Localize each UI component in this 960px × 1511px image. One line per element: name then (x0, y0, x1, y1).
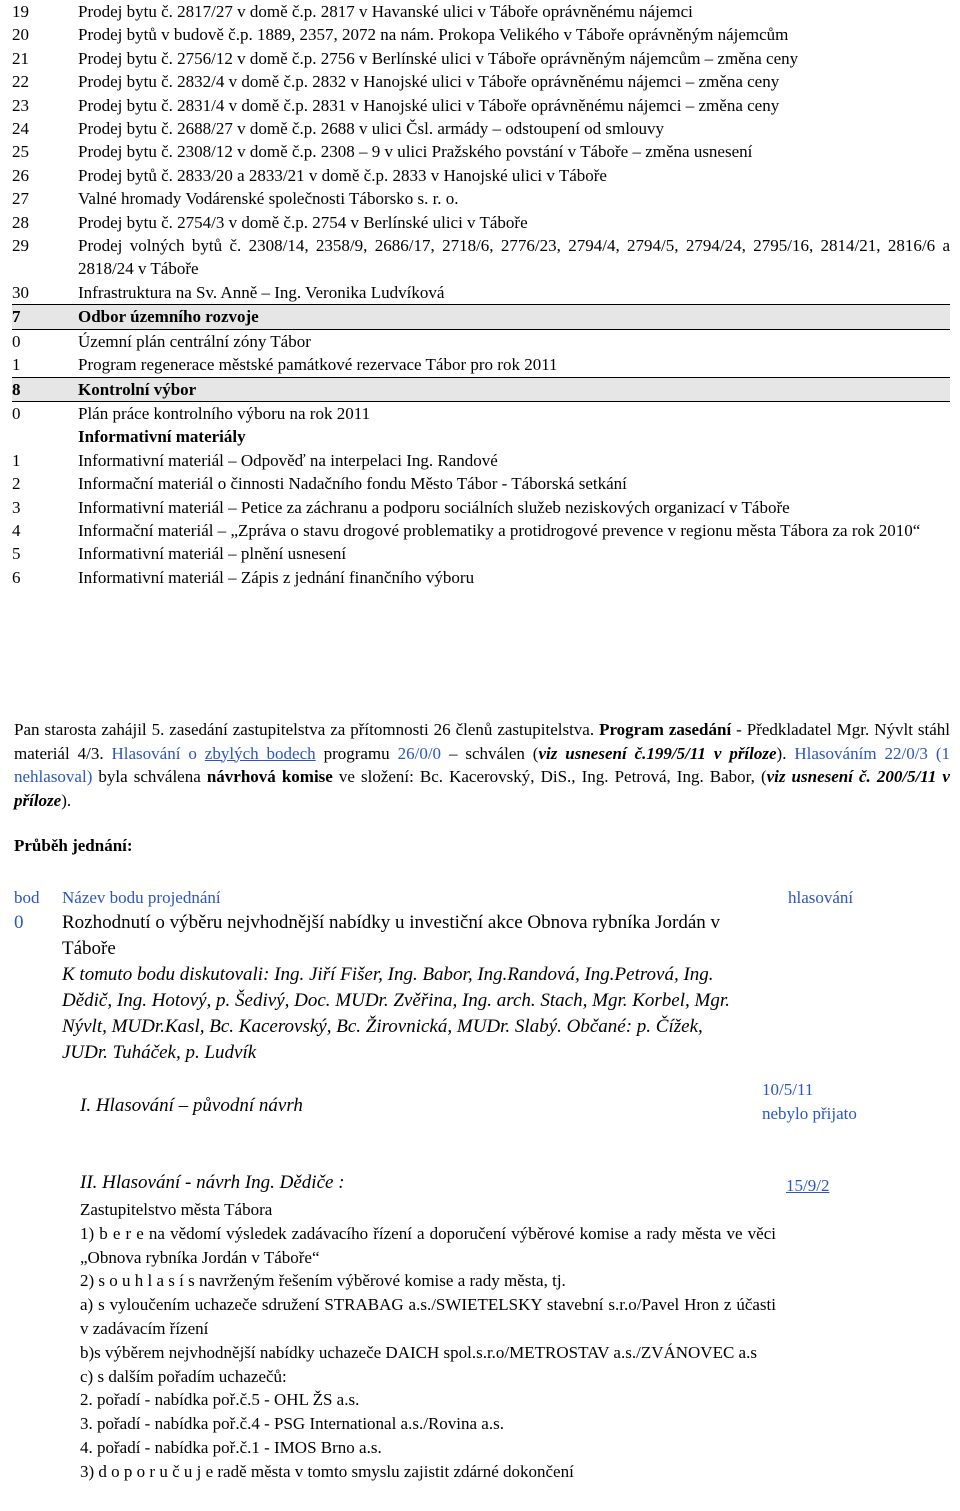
agenda-number (12, 425, 78, 448)
agenda-text: Informativní materiál – plnění usnesení (78, 544, 347, 564)
agenda-number: 0 (12, 403, 21, 423)
vote-result: 26/0/0 (397, 743, 442, 763)
resolution-reference: viz usnesení č.199/5/11 v příloze (538, 743, 777, 763)
agenda-number: 24 (12, 119, 29, 139)
agenda-section-header (12, 377, 950, 402)
agenda-text: Informační materiál o činnosti Nadačního fondu Město Tábor - Táborská setkání (78, 474, 627, 494)
agenda-row (12, 402, 950, 425)
intro-text: ). (61, 790, 72, 810)
commission-label: návrhová komise (206, 767, 333, 787)
agenda-row (12, 117, 950, 140)
agenda-number: 20 (12, 25, 29, 45)
agenda-text: Informační materiál – „Zpráva o stavu drogové problematiky a protidrogové prevence v regionu města Tábora za rok 2010“ (78, 520, 921, 540)
agenda-text: Prodej volných bytů č. 2308/14, 2358/9, 2686/17, 2718/6, 2776/23, 2794/4, 2794/5, 2794/24, 2795/16, 2814/21, 2816/6 a 2818/24 v Táboře (78, 236, 950, 279)
vote-outcome: nebylo přijato (762, 1104, 857, 1123)
agenda-row (12, 353, 950, 376)
item-number: 0 (14, 912, 24, 933)
intro-paragraph (14, 718, 950, 812)
agenda-number: 1 (12, 450, 21, 470)
agenda-text: Plán práce kontrolního výboru na rok 2011 (78, 403, 371, 423)
agenda-section-header (12, 304, 950, 329)
agenda-number: 28 (12, 212, 29, 232)
agenda-section-header (12, 425, 950, 448)
agenda-number: 21 (12, 48, 29, 68)
agenda-row (12, 566, 950, 589)
agenda-text: Informativní materiál – Zápis z jednání finančního výboru (78, 567, 475, 587)
agenda-row (12, 496, 950, 519)
agenda-number: 23 (12, 95, 29, 115)
resolution-reference: viz usnesení č. 200/5/11 v příloze (14, 767, 950, 810)
agenda-number: 26 (12, 165, 29, 185)
agenda-text: Prodej bytu č. 2308/12 v domě č.p. 2308 – 9 v ulici Pražského povstání v Táboře – změna usnesení (78, 142, 753, 162)
intro-text: ve složení: Bc. Kacerovský, DiS., Ing. Petrová, Ing. Babor, ( (332, 767, 767, 787)
resolution-line: 3) d o p o r u č u j e radě města v tomto smyslu zajistit zdárné dokončení (80, 1461, 574, 1481)
vote-count[interactable]: 15/9/2 (786, 1176, 830, 1195)
agenda-text: Kontrolní výbor (78, 379, 197, 399)
resolution-line: a) s vyloučením uchazeče sdružení STRABAG a.s./SWIETELSKY stavební s.r.o/Pavel Hron z účasti v zadávacím řízení (80, 1295, 776, 1338)
agenda-number: 19 (12, 2, 29, 21)
vote-result: Hlasováním 22/0/3 (1 nehlasoval) (14, 743, 951, 787)
intro-text: ). (776, 743, 795, 763)
agenda-number: 6 (12, 567, 21, 587)
agenda-number: 2 (12, 474, 21, 494)
agenda-text: Prodej bytu č. 2688/27 v domě č.p. 2688 v ulici Čsl. armády – odstoupení od smlouvy (78, 119, 664, 139)
agenda-row (12, 330, 950, 353)
vote-label: I. Hlasování – původní návrh (80, 1095, 303, 1116)
intro-text: – schválen ( (441, 743, 539, 763)
agenda-row (12, 472, 950, 495)
agenda-number: 7 (12, 307, 21, 327)
agenda-number: 22 (12, 72, 29, 92)
intro-text: byla schválena (92, 767, 207, 787)
resolution-line: Zastupitelstvo města Tábora (80, 1200, 273, 1219)
resolution-line: 4. pořadí - nabídka poř.č.1 - IMOS Brno a.s. (80, 1437, 382, 1457)
item-discussion: K tomuto bodu diskutovali: Ing. Jiří Fišer, Ing. Babor, Ing.Randová, Ing.Petrová, Ing. Dědič, Ing. Hotový, p. Šedivý, Doc. MUDr. Zvěřina, Ing. arch. Stach, Mgr. Korbel, Mgr. Nývlt, MUDr.Kasl, Bc. Kacerovský, Bc. Žirovnická, MUDr. Slabý. Občané: p. Čížek, JUDr. Tuháček, p. Ludvík (62, 964, 730, 1063)
agenda-row (12, 542, 950, 565)
agenda-row (12, 47, 950, 70)
agenda-text: Prodej bytu č. 2831/4 v domě č.p. 2831 v Hanojské ulici v Táboře oprávněnému nájemci – změna ceny (78, 95, 780, 115)
agenda-number: 29 (12, 236, 29, 256)
vote-link[interactable]: zbylých bodech (204, 743, 316, 763)
agenda-text: Prodej bytu č. 2754/3 v domě č.p. 2754 v Berlínské ulici v Táboře (78, 212, 528, 232)
intro-text: Pan starosta zahájil 5. zasedání zastupitelstva za přítomnosti 26 členů zastupitelstva. (14, 720, 600, 739)
agenda-number: 5 (12, 544, 21, 564)
agenda-row (12, 187, 950, 210)
agenda-text: Program regenerace městské památkové rezervace Tábor pro rok 2011 (78, 355, 558, 375)
column-header-bod: bod (14, 888, 40, 907)
agenda-text: Informativní materiál – Odpověď na interpelaci Ing. Randové (78, 450, 498, 470)
resolution-line: 3. pořadí - nabídka poř.č.4 - PSG International a.s./Rovina a.s. (80, 1414, 504, 1434)
column-header-name: Název bodu projednání (62, 888, 221, 907)
agenda-number: 1 (12, 355, 21, 375)
agenda-row (12, 234, 950, 281)
intro-text: - Předkladatel Mgr. Nývlt stáhl materiál 4/3. (14, 720, 950, 763)
agenda-row (12, 449, 950, 472)
vote-count: 10/5/11 (762, 1080, 814, 1099)
agenda-text: Prodej bytů v budově č.p. 1889, 2357, 2072 na nám. Prokopa Velikého v Táboře oprávněným nájemcům (78, 25, 789, 45)
agenda-text: Odbor územního rozvoje (78, 307, 259, 327)
resolution-line: c) s dalším pořadím uchazečů: (80, 1366, 287, 1386)
agenda-row (12, 211, 950, 234)
agenda-text: Valné hromady Vodárenské společnosti Táborsko s. r. o. (78, 189, 459, 209)
agenda-row (12, 70, 950, 93)
agenda-row (12, 164, 950, 187)
agenda-text: Prodej bytu č. 2756/12 v domě č.p. 2756 v Berlínské ulici v Táboře oprávněným nájemcům – změna ceny (78, 48, 799, 68)
agenda-text: Infrastruktura na Sv. Anně – Ing. Veronika Ludvíková (78, 282, 445, 302)
agenda-row (12, 519, 950, 542)
agenda-number: 4 (12, 520, 21, 540)
agenda-list (12, 0, 950, 589)
resolution-line: 2) s o u h l a s í s navrženým řešením výběrové komise a rady města, tj. (80, 1271, 566, 1291)
agenda-row (12, 23, 950, 46)
agenda-text: Prodej bytu č. 2832/4 v domě č.p. 2832 v Hanojské ulici v Táboře oprávněnému nájemci – změna ceny (78, 72, 780, 92)
section-heading: Průběh jednání: (14, 836, 133, 855)
agenda-number: 3 (12, 497, 21, 517)
agenda-row (12, 94, 950, 117)
agenda-row (12, 281, 950, 304)
resolution-line: b)s výběrem nejvhodnější nabídky uchazeče DAICH spol.s.r.o/METROSTAV a.s./ZVÁNOVEC a.s (80, 1342, 757, 1362)
item-content (62, 910, 752, 1066)
vote-text: Hlasování o (111, 743, 205, 763)
agenda-text: Prodej bytu č. 2817/27 v domě č.p. 2817 v Havanské ulici v Táboře oprávněnému nájemci (78, 2, 693, 21)
agenda-number: 8 (12, 379, 21, 399)
agenda-number: 0 (12, 331, 21, 351)
agenda-text: Informativní materiál – Petice za záchranu a podporu sociálních služeb neziskových organizací v Táboře (78, 497, 790, 517)
item-title: Rozhodnutí o výběru nejvhodnější nabídky u investiční akce Obnova rybníka Jordán v Táboře (62, 912, 721, 959)
program-label: Program zasedání (599, 720, 732, 739)
agenda-row (12, 140, 950, 163)
vote-label: II. Hlasování - návrh Ing. Dědiče : (80, 1172, 345, 1193)
agenda-text: Územní plán centrální zóny Tábor (78, 331, 311, 351)
intro-text: programu (315, 743, 398, 763)
agenda-number: 25 (12, 142, 29, 162)
agenda-number: 30 (12, 282, 29, 302)
resolution-text (80, 1198, 776, 1484)
resolution-line: 1) b e r e na vědomí výsledek zadávacího řízení a doporučení výběrové komise a rady města ve věci „Obnova rybníka Jordán v Táboře“ (80, 1223, 776, 1267)
agenda-number: 27 (12, 189, 29, 209)
agenda-row (12, 0, 950, 23)
vote-result (762, 1078, 857, 1126)
column-header-hlasovani: hlasování (788, 888, 854, 907)
agenda-text: Informativní materiály (78, 427, 246, 447)
resolution-line: 2. pořadí - nabídka poř.č.5 - OHL ŽS a.s. (80, 1390, 360, 1410)
agenda-text: Prodej bytů č. 2833/20 a 2833/21 v domě č.p. 2833 v Hanojské ulici v Táboře (78, 165, 607, 185)
